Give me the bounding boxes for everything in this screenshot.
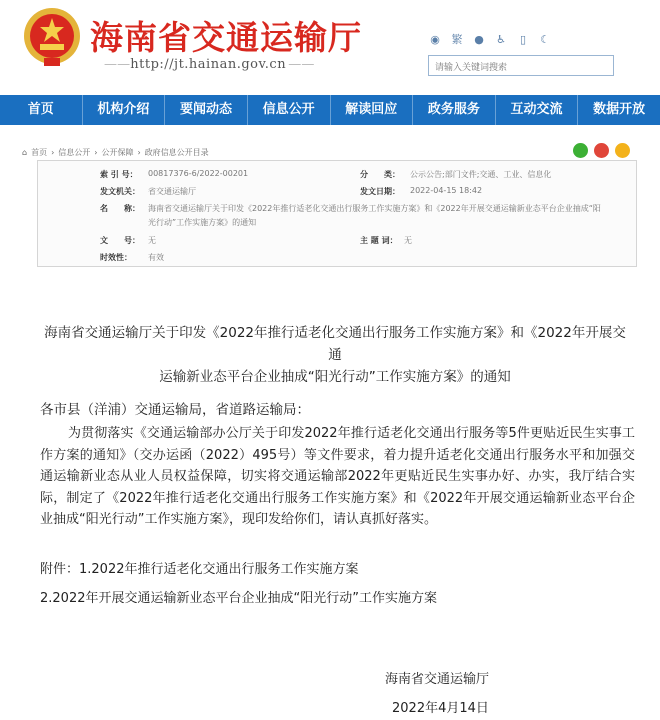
traditional-chinese-icon[interactable]: 繁 [451,33,463,46]
nav-item-services[interactable]: 政务服务 [413,95,496,125]
nav-item-about[interactable]: 机构介绍 [83,95,166,125]
nav-item-disclosure[interactable]: 信息公开 [248,95,331,125]
breadcrumb-item[interactable]: 首页 [31,148,48,157]
name-value-line2: 光行动”工作实施方案》的通知 [148,218,257,227]
index-value: 00817376-6/2022-00201 [148,169,249,178]
signature-org: 海南省交通运输厅 [385,672,490,687]
home-icon: ⌂ [22,148,28,157]
salutation: 各市县（洋浦）交通运输局，省道路运输局： [40,402,310,418]
wechat-share-icon[interactable] [573,143,588,158]
issuer-value: 省交通运输厅 [148,187,196,196]
share-bar [573,143,630,158]
attachment-1[interactable]: 附件：1.2022年推行适老化交通出行服务工作实施方案 [40,562,359,577]
issuer-label: 发文机关： [100,187,140,196]
document-meta-box [37,160,637,267]
url-left-dash: — — [104,57,131,72]
validity-value: 有效 [148,253,164,262]
article-title [40,322,630,388]
index-label: 索 引 号： [100,170,138,179]
article-title-line2: 运输新业态平台企业抽成“阳光行动”工作实施方案》的通知 [159,369,511,385]
breadcrumb-separator: › [137,148,141,157]
nav-item-open-data[interactable]: 数据开放 [593,102,646,117]
category-value: 公示公告;部门文件;交通、工业、信息化 [410,170,552,179]
category-label: 分 类： [360,170,400,179]
site-header [0,0,660,95]
accessibility-icon[interactable]: ♿ [496,33,506,46]
main-nav [0,95,660,125]
search-input[interactable]: 请输入关键词搜索 [428,55,614,76]
date-value: 2022-04-15 18:42 [410,186,483,195]
top-icon-bar [428,33,552,47]
nav-item-news[interactable]: 要闻动态 [165,95,248,125]
breadcrumb [22,147,209,158]
article-title-line1: 海南省交通运输厅关于印发《2022年推行适老化交通出行服务工作实施方案》和《2022年开展交通 [44,325,626,363]
date-label: 发文日期： [360,187,400,196]
docno-label: 文 号： [100,236,140,245]
validity-label: 时效性： [100,253,132,262]
site-url [104,57,312,72]
nav-item-interpretation[interactable]: 解读回应 [331,95,414,125]
nav-item-interaction[interactable]: 互动交流 [496,95,579,125]
breadcrumb-separator: › [94,148,98,157]
site-url-text: http://jt.hainan.gov.cn [130,57,287,72]
elderly-mode-icon[interactable]: ☾ [540,33,550,46]
breadcrumb-item[interactable]: 政府信息公开目录 [144,148,209,157]
wechat-icon[interactable]: ● [474,33,484,46]
national-emblem-icon [22,6,82,68]
keyword-label: 主 题 词： [360,236,398,245]
weibo-share-icon[interactable] [594,143,609,158]
signature-date: 2022年4月14日 [392,701,489,716]
name-label: 名 称： [100,204,140,213]
site-title[interactable]: 海南省交通运输厅 [90,18,362,57]
name-value-line1: 海南省交通运输厅关于印发《2022年推行适老化交通出行服务工作实施方案》和《2022年开展交通运输新业态平台企业抽成“阳 [148,204,601,213]
article-body: 为贯彻落实《交通运输部办公厅关于印发2022年推行适老化交通出行服务等5件更贴近民生实事工作方案的通知》（交办运函（2022）495号）等文件要求，着力提升适老化交通出行服务水平和加强交通运输新业态从业人员权益保障，切实将交通运输部2022年更贴近民生实事办好、办实，我厅结合实际，制定了《2022年推行适老化交通出行服务工作实施方案》和《2022年开展交通运输新业态平台企业抽成“阳光行动”工作实施方案》，现印发给你们，请认真抓好落实。 [40,426,635,527]
nav-item-home[interactable]: 首页 [0,95,83,125]
breadcrumb-item[interactable]: 公开保障 [101,148,134,157]
docno-value: 无 [148,236,156,245]
mobile-icon[interactable]: ▯ [519,33,527,46]
breadcrumb-separator: › [51,148,55,157]
qzone-share-icon[interactable] [615,143,630,158]
keyword-value: 无 [404,236,412,245]
attachment-2[interactable]: 2.2022年开展交通运输新业态平台企业抽成“阳光行动”工作实施方案 [40,591,437,606]
url-right-dash: — — [286,57,313,72]
weibo-icon[interactable]: ◉ [430,33,440,46]
breadcrumb-item[interactable]: 信息公开 [58,148,91,157]
